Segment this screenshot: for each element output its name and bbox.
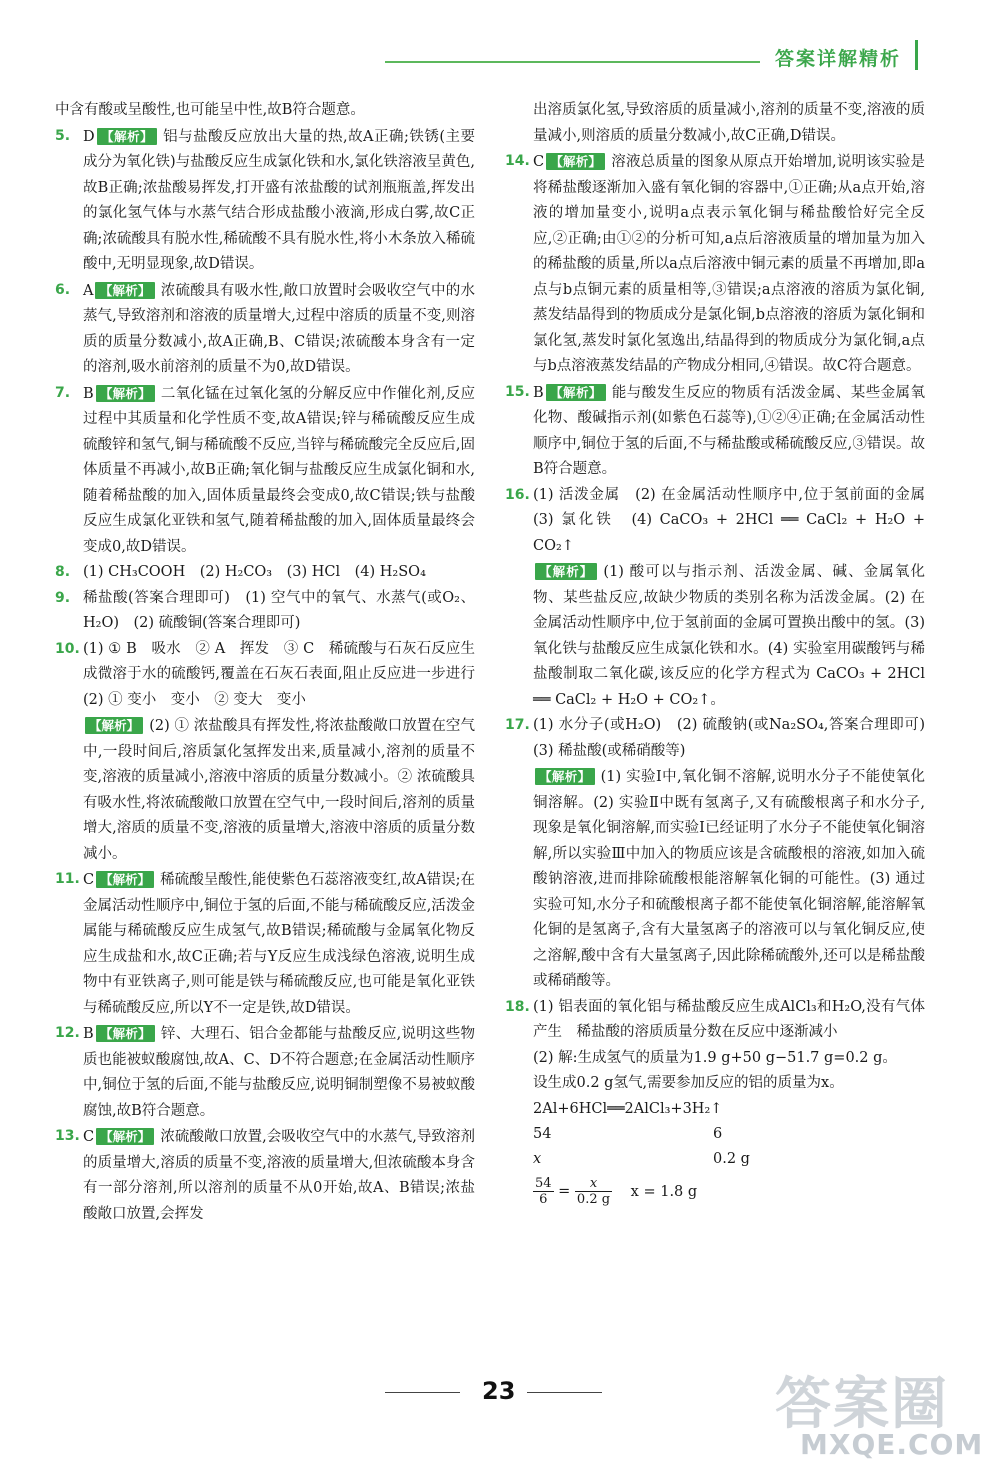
question-number: 17. <box>505 717 530 733</box>
answer-text: (1) ① B 吸水 ② A 挥发 ③ C 稀硫酸与石灰石反应生成微溶于水的硫酸钙,覆盖在石灰石表面,阻止反应进一步进行 (2) ① 变小 变小 ② 变大 变小 <box>83 640 490 708</box>
question-number: 8. <box>55 564 71 580</box>
question-number: 7. <box>55 384 71 401</box>
actual-mass-row <box>533 1147 925 1172</box>
question-9 <box>55 586 475 637</box>
answer: C <box>83 872 95 888</box>
analysis-text: 能与酸发生反应的物质有活泼金属、某些金属氧化物、酸碱指示剂(如紫色石蕊等),①②④正确;在金属活动性顺序中,铜位于氢的后面,不与稀盐酸或稀硫酸反应,③错误。故B符合题意。 <box>533 384 925 477</box>
question-11 <box>55 867 475 1021</box>
answer: C <box>533 154 545 170</box>
solution-line: 设生成0.2 g氢气,需要参加反应的铝的质量为x。 <box>533 1075 844 1091</box>
answer-text: 稀盐酸(答案合理即可) (1) 空气中的氧气、水蒸气(或O₂、H₂O) (2) 硫酸铜(答案合理即可) <box>83 589 475 631</box>
question-number: 15. <box>505 383 530 400</box>
header-bar <box>915 40 918 70</box>
question-14 <box>505 149 925 380</box>
analysis-tag: 【解析】 <box>535 768 595 785</box>
question-number: 14. <box>505 153 530 169</box>
question-number: 5. <box>55 127 71 144</box>
analysis-tag: 【解析】 <box>85 717 143 734</box>
answer: B <box>83 385 94 402</box>
mass-ratio-row <box>533 1122 925 1147</box>
analysis-text: 稀硫酸呈酸性,能使紫色石蕊溶液变红,故A错误;在金属活动性顺序中,铜位于氢的后面,不能与稀硫酸反应,活泼金属能与稀硫酸反应生成氢气,故B错误;稀硫酸与金属氧化物反应生成盐和水,故C正确;若与Y反应生成浅绿色溶液,说明生成物中有亚铁离子,则可能是铁与稀硫酸反应,也可能是氧化亚铁与稀硫酸反应,所以Y不一定是铁,故D错误。 <box>83 872 475 1016</box>
page-number: 23 <box>482 1377 516 1405</box>
answer-text: (1) 活泼金属 (2) 在金属活动性顺序中,位于氢前面的金属 (3) 氯化铁 (4) CaCO₃ + 2HCl ══ CaCl₂ + H₂O + CO₂↑ <box>533 486 940 554</box>
answer-text: (1) 铝表面的氧化铝与稀盐酸反应生成AlCl₃和H₂O,没有气体产生 稀盐酸的溶质质量分数在反应中逐渐减小 <box>533 998 925 1040</box>
question-7 <box>55 381 475 561</box>
question-18 <box>505 995 925 1208</box>
answer: A <box>83 282 94 299</box>
fraction-left: $\frac{54}{6}$ <box>535 1176 552 1207</box>
solution-line: (2) 解:生成氢气的质量为1.9 g+50 g−51.7 g=0.2 g。 <box>533 1049 897 1066</box>
answer: B <box>533 384 544 401</box>
question-6 <box>55 278 475 381</box>
question-10 <box>55 637 490 868</box>
question-number: 13. <box>55 1128 80 1144</box>
left-column <box>55 98 490 1227</box>
question-13 <box>55 1124 475 1227</box>
answer-text: (1) CH₃COOH (2) H₂CO₃ (3) HCl (4) H₂SO₄ <box>83 564 426 580</box>
page-number-line-left <box>385 1392 460 1393</box>
analysis-tag: 【解析】 <box>96 871 154 888</box>
equals-sign: = <box>558 1183 571 1200</box>
analysis-tag: 【解析】 <box>95 282 154 299</box>
answer: B <box>83 1026 94 1042</box>
fraction-right: $\frac{x}{0.2 g}$ <box>576 1176 611 1207</box>
watermark-url: MXQE.COM <box>800 1428 984 1461</box>
analysis-text: 锌、大理石、铝合金都能与盐酸反应,说明这些物质也能被蚁酸腐蚀,故A、C、D不符合题意;在金属活动性顺序中,铜位于氢的后面,不能与盐酸反应,说明铜制塑像不易被蚁酸腐蚀,故B符合题意。 <box>83 1026 475 1119</box>
header-line <box>385 61 760 63</box>
page-number-line-right <box>527 1392 602 1393</box>
hydrogen-mass: 0.2 g <box>713 1151 750 1167</box>
answer: C <box>83 1129 95 1145</box>
question-number: 10. <box>55 640 80 657</box>
question-number: 12. <box>55 1025 80 1041</box>
chemical-equation: 2Al+6HCl══2AlCl₃+3H₂↑ <box>533 1100 723 1117</box>
analysis-tag: 【解析】 <box>96 385 155 402</box>
answer-text: (1) 水分子(或H₂O) (2) 硫酸钠(或Na₂SO₄,答案合理即可) (3) 稀盐酸(或稀硝酸等) <box>533 717 940 759</box>
unknown-x: x <box>533 1151 542 1167</box>
question-8 <box>55 560 475 586</box>
result: x = 1.8 g <box>630 1183 698 1200</box>
question-5 <box>55 124 475 278</box>
question-15 <box>505 380 925 483</box>
question-number: 18. <box>505 998 530 1015</box>
molar-mass-al: 54 <box>533 1126 552 1142</box>
analysis-tag: 【解析】 <box>96 1128 154 1145</box>
analysis-text: (1) 实验Ⅰ中,氧化铜不溶解,说明水分子不能使氧化铜溶解。(2) 实验Ⅱ中既有氢离子,又有硫酸根离子和水分子,现象是氧化铜溶解,而实验Ⅰ已经证明了水分子不能使氧化铜溶解,所以实验Ⅲ中加入的物质应该是含硫酸根的溶液,如加入硫酸钠溶液,进而排除硫酸根能溶解氧化铜的可能性。(3) 通过实验可知,水分子和硫酸根离子都不能使氧化铜溶解,能溶解氧化铜的是氢离子,含有大量氢离子的溶液可以与氧化铜反应,使之溶解,酸中含有大量氢离子,因此除稀硫酸外,还可以是稀盐酸或稀硝酸等。 <box>533 769 925 989</box>
question-12 <box>55 1021 475 1124</box>
question-number: 11. <box>55 871 80 887</box>
question-number: 9. <box>55 589 71 606</box>
question-17 <box>505 713 940 995</box>
analysis-tag: 【解析】 <box>546 153 605 170</box>
answer: D <box>83 128 95 145</box>
analysis-text: (1) 酸可以与指示剂、活泼金属、碱、金属氧化物、某些盐反应,故缺少物质的类别名称为活泼金属。(2) 在金属活动性顺序中,位于氢前面的金属可置换出酸中的氢。(3) 氧化铁与盐酸反应生成氯化铁和水。(4) 实验室用碳酸钙与稀盐酸制取二氧化碳,该反应的化学方程式为 CaCO₃ + 2HCl ══ CaCl₂ + H₂O + CO₂↑。 <box>533 564 925 708</box>
header-title: 答案详解精析 <box>775 48 902 70</box>
analysis-text: 铝与盐酸反应放出大量的热,故A正确;铁锈(主要成分为氧化铁)与盐酸反应生成氯化铁和水,氯化铁溶液呈黄色,故B正确;浓盐酸易挥发,打开盛有浓盐酸的试剂瓶瓶盖,挥发出的氯化氢气体与水蒸气结合形成盐酸小液滴,形成白雾,故C正确;浓硫酸具有脱水性,稀硫酸不具有脱水性,将小木条放入稀硫酸中,无明显现象,故D错误。 <box>83 128 475 272</box>
analysis-tag: 【解析】 <box>546 384 606 401</box>
analysis-text: 浓硫酸敞口放置,会吸收空气中的水蒸气,导致溶剂的质量增大,溶质的质量不变,溶液的质量增大,但浓硫酸本身含有一部分溶剂,所以溶剂的质量不从0开始,故A、B错误;浓盐酸敞口放置,会挥发 <box>83 1129 475 1222</box>
question-number: 6. <box>55 281 71 298</box>
continued-text: 中含有酸或呈酸性,也可能呈中性,故B符合题意。 <box>55 102 365 118</box>
proportion-row <box>533 1176 925 1207</box>
question-number: 16. <box>505 486 530 503</box>
analysis-text: (2) ① 浓盐酸具有挥发性,将浓盐酸敞口放置在空气中,一段时间后,溶质氯化氢挥发出来,质量减小,溶剂的质量不变,溶液的质量减小,溶液中溶质的质量分数减小。② 浓硫酸具有吸水性,将浓硫酸敞口放置在空气中,一段时间后,溶剂的质量增大,溶质的质量不变,溶液的质量增大,溶液中溶质的质量分数减小。 <box>83 718 475 862</box>
right-column <box>505 98 940 1207</box>
question-16 <box>505 483 940 714</box>
molar-mass-h2: 6 <box>713 1126 723 1142</box>
watermark-logo: 答案圈 <box>775 1372 949 1437</box>
analysis-text: 二氧化锰在过氧化氢的分解反应中作催化剂,反应过程中其质量和化学性质不变,故A错误;锌与稀硫酸反应生成硫酸锌和氢气,铜与稀硫酸不反应,当锌与稀硫酸完全反应后,固体质量不再减小,故B正确;氧化铜与盐酸反应生成氯化铜和水,随着稀盐酸的加入,固体质量最终会变成0,故C错误;铁与盐酸反应生成氯化亚铁和氢气,随着稀盐酸的加入,固体质量最终会变成0,故D错误。 <box>83 385 475 555</box>
analysis-text: 溶液总质量的图象从原点开始增加,说明该实验是将稀盐酸逐渐加入盛有氧化铜的容器中,①正确;从a点开始,溶液的增加量变小,说明a点表示氧化铜与稀盐酸恰好完全反应,②正确;由①②的分析可知,a点后溶液质量的增加量为加入的稀盐酸的质量,所以a点后溶液中铜元素的质量不再增加,即a点与b点铜元素的质量相等,③错误;a点溶液的溶质为氯化铜,蒸发结晶得到的物质成分是氯化铜,b点溶液的溶质为氯化铜和氯化氢,蒸发时氯化氢逸出,结晶得到的物质成分为氯化铜,a点与b点溶液蒸发结晶的产物成分相同,④错误。故C符合题意。 <box>533 154 925 374</box>
analysis-tag: 【解析】 <box>96 1025 155 1042</box>
analysis-tag: 【解析】 <box>97 128 157 145</box>
analysis-text: 浓硫酸具有吸水性,敞口放置时会吸收空气中的水蒸气,导致溶剂和溶液的质量增大,过程中溶质的质量不变,则溶质的质量分数减小,故A正确,B、C错误;浓硫酸本身含有一定的溶剂,吸水前溶剂的质量不为0,故D错误。 <box>83 282 475 375</box>
continued-text: 出溶质氯化氢,导致溶质的质量减小,溶剂的质量不变,溶液的质量减小,则溶质的质量分数减小,故C正确,D错误。 <box>533 102 925 144</box>
analysis-tag: 【解析】 <box>535 563 597 580</box>
